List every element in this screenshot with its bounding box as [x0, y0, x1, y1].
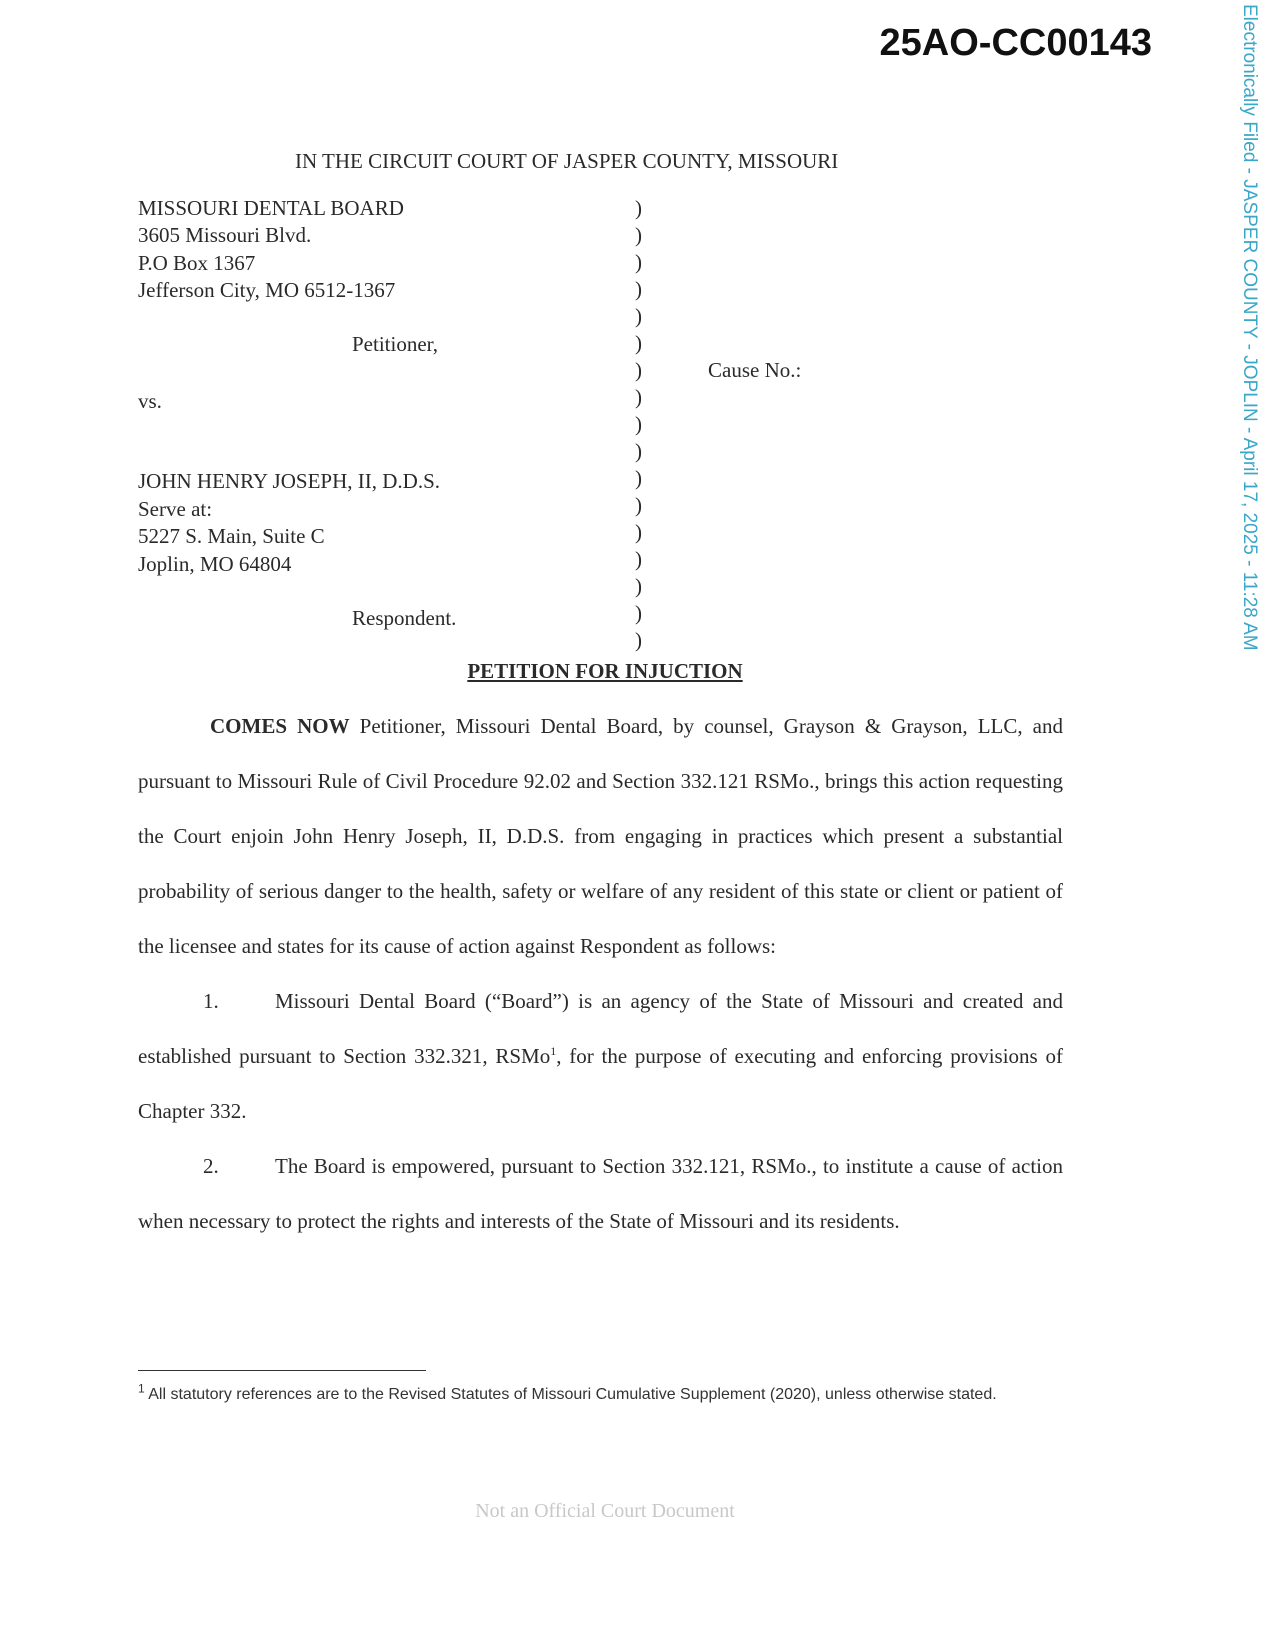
caption-paren: ) — [635, 412, 642, 436]
caption-paren: ) — [635, 520, 642, 544]
petition-body — [138, 699, 1063, 1249]
petitioner-name: MISSOURI DENTAL BOARD — [138, 196, 404, 220]
caption-paren: ) — [635, 223, 642, 247]
versus: vs. — [138, 389, 162, 413]
caption-paren: ) — [635, 277, 642, 301]
case-number: 25AO-CC00143 — [879, 22, 1152, 64]
intro-paragraph — [138, 699, 1063, 974]
paragraph-1 — [138, 974, 1063, 1139]
footnote-text: All statutory references are to the Revised Statutes of Missouri Cumulative Supplement (2020), unless otherwise stated. — [144, 1386, 997, 1403]
paragraph-number: 2. — [203, 1154, 219, 1178]
footnote-divider — [138, 1370, 426, 1371]
footnote-ref[interactable]: 1 — [550, 1044, 557, 1058]
respondent-city: Joplin, MO 64804 — [138, 552, 292, 576]
respondent-name: JOHN HENRY JOSEPH, II, D.D.S. — [138, 469, 440, 493]
caption-paren: ) — [635, 493, 642, 517]
paragraph-2 — [138, 1139, 1063, 1249]
footnote — [138, 1382, 1058, 1408]
caption-paren: ) — [635, 574, 642, 598]
petitioner-pobox: P.O Box 1367 — [138, 251, 256, 275]
paragraph-number: 1. — [203, 989, 219, 1013]
petitioner-role: Petitioner, — [352, 332, 439, 356]
court-heading: IN THE CIRCUIT COURT OF JASPER COUNTY, MISSOURI — [295, 149, 839, 173]
efile-stamp: Electronically Filed - JASPER COUNTY - JOPLIN - April 17, 2025 - 11:28 AM — [1239, 4, 1260, 651]
caption-paren: ) — [635, 439, 642, 463]
paragraph-text: Missouri Dental Board (“Board”) is an agency of the State of Missouri and created and established pursuant to Section 332.321, RSMo — [138, 989, 1063, 1068]
caption-paren: ) — [635, 358, 642, 382]
paragraph-text: The Board is empowered, pursuant to Section 332.121, RSMo., to institute a cause of action when necessary to protect the rights and interests of the State of Missouri and its residents. — [138, 1154, 1063, 1233]
petition-title: PETITION FOR INJUCTION — [467, 659, 743, 683]
caption-paren: ) — [635, 466, 642, 490]
caption-paren: ) — [635, 196, 642, 220]
intro-text: Petitioner, Missouri Dental Board, by counsel, Grayson & Grayson, LLC, and pursuant to Missouri Rule of Civil Procedure 92.02 and Section 332.121 RSMo., brings this action requesting the Court enjoin John Henry Joseph, II, D.D.S. from engaging in practices which present a substantial probability of serious danger to the health, safety or welfare of any resident of this state or client or patient of the licensee and states for its cause of action against Respondent as follows: — [138, 714, 1064, 958]
caption-paren: ) — [635, 601, 642, 625]
petitioner-address: 3605 Missouri Blvd. — [138, 223, 312, 247]
caption-paren: ) — [635, 547, 642, 571]
petitioner-city: Jefferson City, MO 6512-1367 — [138, 278, 396, 302]
footnote-mark: 1 — [138, 1381, 145, 1396]
respondent-address: 5227 S. Main, Suite C — [138, 524, 325, 548]
watermark-text: Not an Official Court Document — [475, 1500, 735, 1522]
caption-paren: ) — [635, 385, 642, 409]
respondent-serve: Serve at: — [138, 497, 213, 521]
respondent-role: Respondent. — [352, 606, 457, 630]
intro-bold: COMES NOW — [210, 714, 350, 738]
cause-number-label: Cause No.: — [708, 358, 802, 382]
caption-paren: ) — [635, 304, 642, 328]
caption-paren: ) — [635, 250, 642, 274]
caption-paren: ) — [635, 331, 642, 355]
paragraph-text: , for the purpose of executing and enforcing provisions of Chapter 332. — [138, 1044, 1063, 1123]
caption-paren: ) — [635, 628, 642, 652]
